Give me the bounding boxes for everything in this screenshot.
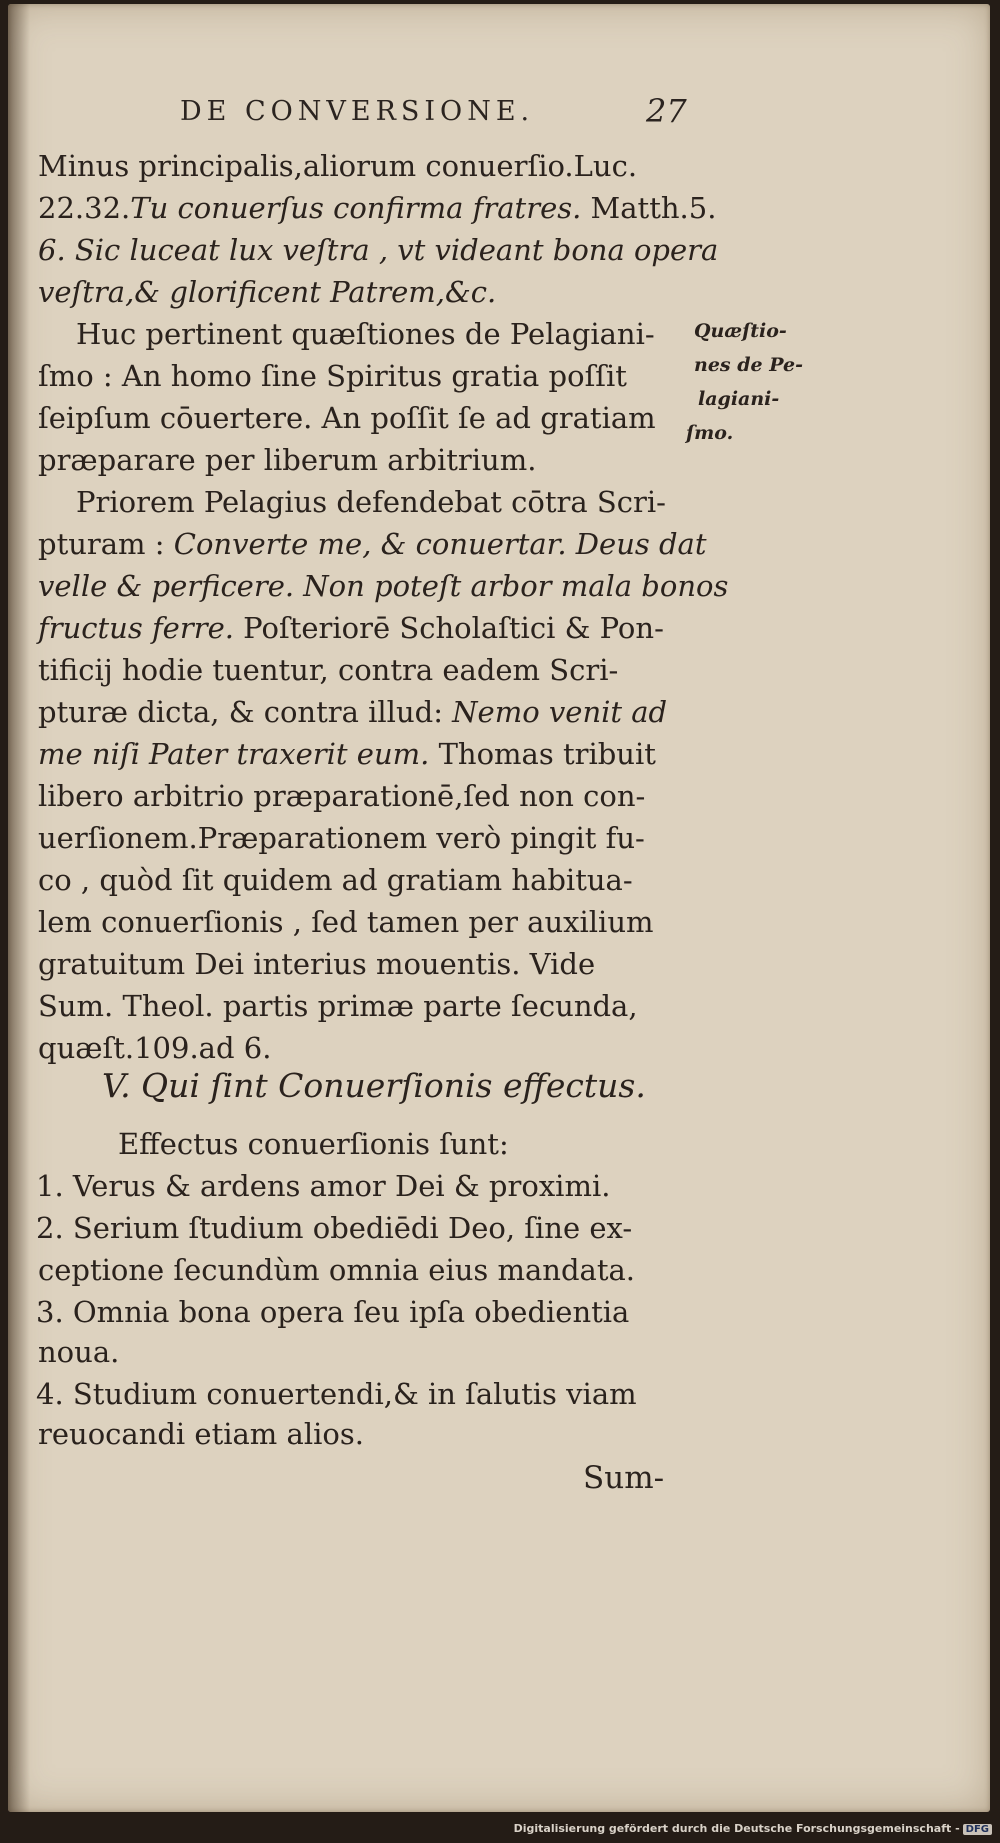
text-line: Priorem Pelagius defendebat cōtra Scri- [76, 485, 666, 519]
effects-line: noua. [38, 1335, 120, 1369]
margin-note-line: nes de Pe- [694, 354, 803, 376]
margin-note-line: Quæſtio- [694, 320, 787, 342]
margin-note-line: lagiani- [698, 388, 780, 410]
text-line: me niſi Pater traxerit eum. Thomas tribuit [38, 737, 656, 771]
spine-shadow [8, 4, 30, 1812]
effects-line: 4. Studium conuertendi,& in ſalutis viam [36, 1377, 637, 1411]
effects-line: 3. Omnia bona opera ſeu ipſa obedientia [36, 1295, 630, 1329]
effects-intro: Effectus conuerſionis ſunt: [118, 1127, 509, 1161]
effects-line: ceptione ſecundùm omnia eius mandata. [38, 1253, 635, 1287]
section-heading: V. Qui ſint Conuerſionis effectus. [102, 1066, 646, 1105]
text-line: veſtra,& glorificent Patrem,&c. [38, 275, 497, 309]
text-line: co , quòd ſit quidem ad gratiam habitua- [38, 863, 633, 897]
footer-text: Digitalisierung gefördert durch die Deutsche Forschungsgemeinschaft - [513, 1822, 960, 1835]
text-line: fructus ferre. Poſteriorē Scholaſtici & Pon- [38, 611, 664, 645]
margin-note-line: ſmo. [686, 422, 734, 444]
text-line: Huc pertinent quæſtiones de Pelagiani- [76, 317, 655, 351]
text-line: libero arbitrio præparationē,ſed non con- [38, 779, 646, 813]
text-line: Minus principalis,aliorum conuerſio.Luc. [38, 149, 638, 183]
text-line: pturam : Converte me, & conuertar. Deus dat [38, 527, 707, 561]
text-line: uerſionem.Præparationem verò pingit fu- [38, 821, 645, 855]
text-line: lem conuerſionis , ſed tamen per auxilium [38, 905, 654, 939]
effects-line: reuocandi etiam alios. [38, 1417, 364, 1451]
text-line: velle & perficere. Non poteſt arbor mala bonos [38, 569, 729, 603]
digitization-footer [0, 1822, 992, 1835]
dfg-logo: DFG [963, 1824, 992, 1835]
text-line: gratuitum Dei interius mouentis. Vide [38, 947, 596, 981]
text-line: ſeipſum cōuertere. An poſſit ſe ad gratiam [38, 401, 656, 435]
running-head: DE CONVERSIONE. [180, 96, 535, 127]
effects-line: 1. Verus & ardens amor Dei & proximi. [36, 1169, 611, 1203]
text-line: quæſt.109.ad 6. [38, 1031, 272, 1065]
text-line: 6. Sic luceat lux veſtra , vt videant bona opera [38, 233, 719, 267]
text-line: præparare per liberum arbitrium. [38, 443, 537, 477]
effects-line: 2. Serium ſtudium obediēdi Deo, ſine ex- [36, 1211, 633, 1245]
text-line: Sum. Theol. partis primæ parte ſecunda, [38, 989, 638, 1023]
text-line: pturæ dicta, & contra illud: Nemo venit ad [38, 695, 668, 729]
text-line: tificij hodie tuentur, contra eadem Scri- [38, 653, 619, 687]
text-line: 22.32.Tu conuerſus confirma fratres. Matth.5. [38, 191, 717, 225]
text-line: ſmo : An homo ſine Spiritus gratia poſſit [38, 359, 627, 393]
catchword: Sum- [583, 1460, 665, 1496]
page-number: 27 [646, 92, 687, 130]
